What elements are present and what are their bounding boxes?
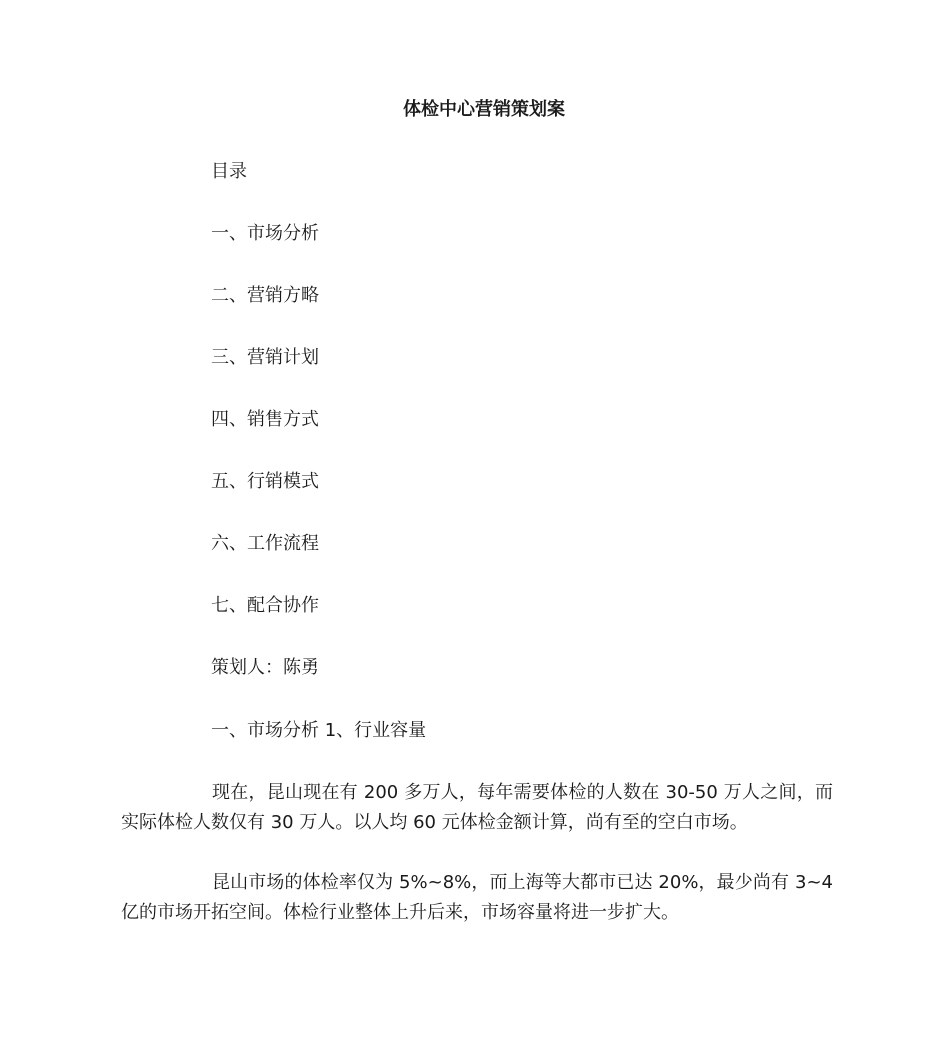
toc-item-market-analysis: 一、市场分析 xyxy=(211,223,319,244)
toc-item-marketing-model: 五、行销模式 xyxy=(211,471,319,492)
toc-item-marketing-plan: 三、营销计划 xyxy=(211,347,319,368)
toc-item-cooperation: 七、配合协作 xyxy=(211,595,319,616)
paragraph: 昆山市场的体检率仅为 5%~8%，而上海等大都市已达 20%，最少尚有 3~4 亿的市场开拓空间。体检行业整体上升后来，市场容量将进一步扩大。 xyxy=(121,872,833,923)
toc-heading: 目录 xyxy=(211,161,247,182)
document-title: 体检中心营销策划案 xyxy=(403,99,565,120)
toc-item-sales-method: 四、销售方式 xyxy=(211,409,319,430)
section-heading: 一、市场分析 1、行业容量 xyxy=(211,720,427,741)
paragraph: 现在，昆山现在有 200 多万人，每年需要体检的人数在 30-50 万人之间，而实际体检人数仅有 30 万人。以人均 60 元体检金额计算，尚有至的空白市场。 xyxy=(121,782,833,833)
toc-item-marketing-strategy: 二、营销方略 xyxy=(211,285,319,306)
planner-line: 策划人：陈勇 xyxy=(211,657,319,678)
toc-item-workflow: 六、工作流程 xyxy=(211,533,319,554)
